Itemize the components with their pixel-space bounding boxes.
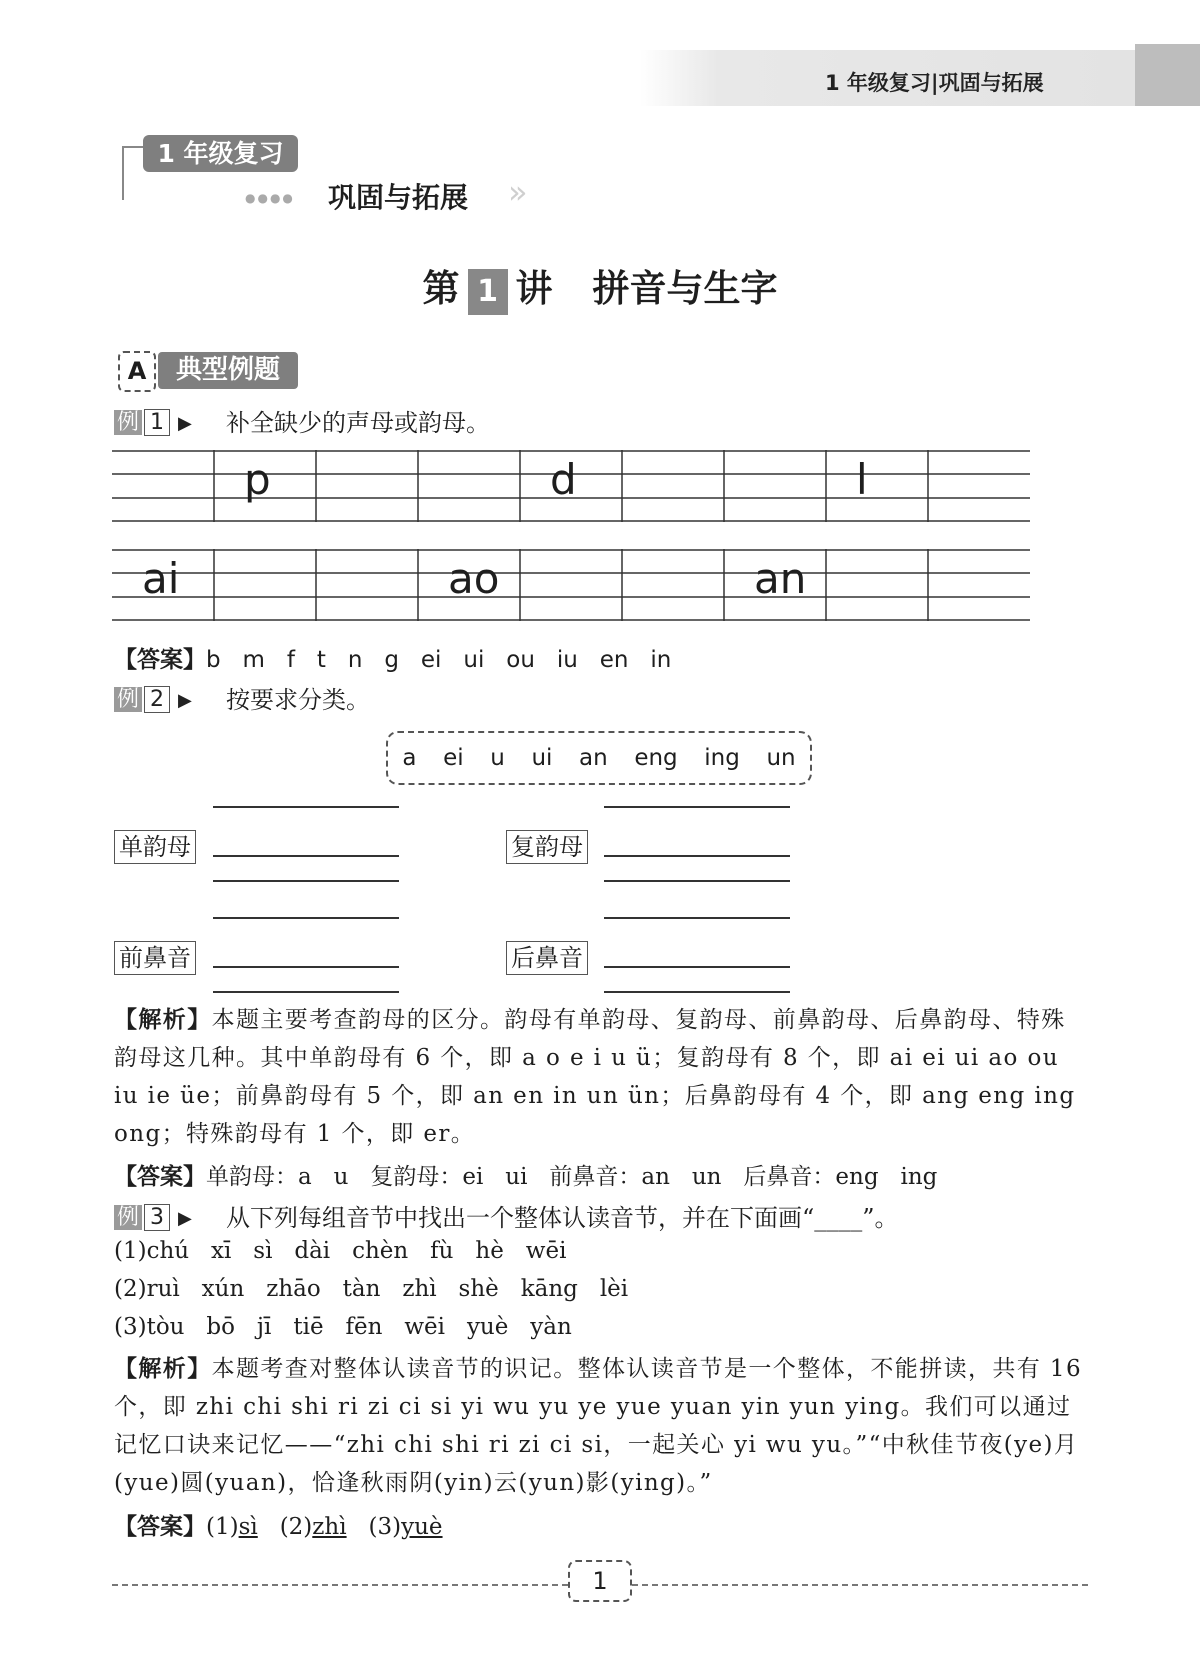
analysis-label: 【解析】 (114, 1006, 212, 1033)
example-3-answer (114, 1508, 443, 1541)
grid-cell[interactable] (958, 549, 1060, 621)
syllable-pool: a ei u ui an eng ing un (386, 731, 812, 785)
example-tag-word: 例 (114, 687, 142, 712)
badge-dots-decoration: ●●●● (245, 191, 295, 205)
write-line[interactable] (213, 917, 399, 919)
write-line[interactable] (213, 855, 399, 857)
category-back-nasal: 后鼻音 (506, 941, 588, 975)
lecture-number: 1 (468, 269, 508, 315)
write-line[interactable] (604, 991, 790, 993)
example-1-tag (114, 405, 192, 436)
chapter-subtitle: 巩固与拓展 (328, 181, 469, 214)
example-2-analysis (114, 1001, 1086, 1153)
grid-cell[interactable] (244, 549, 346, 621)
example-3-question: 从下列每组音节中找出一个整体认读音节，并在下面画“____”。 (226, 1204, 899, 1232)
lecture-title (0, 258, 1200, 315)
example-tag-word: 例 (114, 1205, 142, 1230)
grid-cell: ai (142, 554, 180, 603)
example-3-analysis (114, 1350, 1086, 1502)
answer-label: 【答案】 (114, 1163, 206, 1190)
write-line[interactable] (604, 917, 790, 919)
grid-cell[interactable] (652, 450, 754, 522)
write-line[interactable] (213, 966, 399, 968)
answer-number: (3) (368, 1514, 402, 1540)
section-letter: A (118, 351, 156, 392)
syllable-group-2: (2)ruì xún zhāo tàn zhì shè kāng lèi (114, 1276, 629, 1302)
arrow-right-icon: ▶ (178, 1208, 192, 1229)
category-single-finals: 单韵母 (114, 830, 196, 864)
example-tag-number: 1 (144, 409, 170, 436)
answer-underlined: zhì (312, 1514, 347, 1540)
answer-underlined: sì (238, 1514, 258, 1540)
grid-cell[interactable] (754, 450, 856, 522)
arrow-right-icon: ▶ (178, 413, 192, 434)
example-3-tag (114, 1200, 192, 1231)
analysis-text: 本题考查对整体认读音节的识记。整体认读音节是一个整体，不能拼读，共有 16 个，即 zhi chi shi ri zi ci si yi wu yu ye yue yuan yin yun ying。我们可以通过记忆口诀来记忆——“zhi chi shi ri zi ci si，一起关心 yi wu yu。”“中秋佳节夜(ye)月(yue)圆(yuan)，恰逢秋雨阴(yin)云(yun)影(ying)。” (114, 1356, 1082, 1496)
example-2-tag (114, 682, 192, 713)
grid-cell: d (550, 455, 577, 504)
example-tag-number: 2 (144, 686, 170, 713)
grid-cell[interactable] (346, 450, 448, 522)
example-tag-number: 3 (144, 1204, 170, 1231)
grid-cell[interactable] (958, 450, 1060, 522)
lecture-prefix: 第 (422, 266, 460, 310)
example-1-question: 补全缺少的声母或韵母。 (226, 409, 490, 437)
answer-label: 【答案】 (114, 1513, 206, 1540)
grid-cell[interactable] (550, 549, 652, 621)
answer-number: (2) (279, 1514, 313, 1540)
answer-text: b m f t n g ei ui ou iu en in (206, 647, 672, 673)
example-tag-word: 例 (114, 410, 142, 435)
example-1-answer (114, 641, 671, 674)
grid-cell[interactable] (856, 549, 958, 621)
write-line[interactable] (604, 966, 790, 968)
syllable-group-1: (1)chú xī sì dài chèn fù hè wēi (114, 1238, 567, 1264)
footer-divider-right (632, 1584, 1088, 1586)
page-number: 1 (568, 1560, 632, 1602)
grid-cell[interactable] (448, 450, 550, 522)
answer-label: 【答案】 (114, 646, 206, 673)
grid-cell[interactable] (346, 549, 448, 621)
answer-number: (1) (206, 1514, 239, 1540)
chapter-badge: 1 年级复习 (143, 135, 298, 172)
running-header-title: 1 年级复习|巩固与拓展 (825, 71, 1044, 95)
example-2-answer (114, 1158, 937, 1191)
grid-cell: ao (448, 554, 500, 603)
syllable-group-3: (3)tòu bō jī tiē fēn wēi yuè yàn (114, 1314, 572, 1340)
header-tab-decoration (1135, 44, 1200, 106)
grid-cell: an (754, 554, 807, 603)
pinyin-grid-row-1 (112, 450, 1030, 522)
grid-cell[interactable] (652, 549, 754, 621)
grid-cell: p (244, 455, 271, 504)
answer-underlined: yuè (401, 1514, 443, 1540)
write-line[interactable] (604, 880, 790, 882)
write-line[interactable] (213, 991, 399, 993)
chevron-icon: » (508, 173, 528, 211)
grid-cell: l (856, 455, 868, 504)
write-line[interactable] (213, 806, 399, 808)
analysis-text: 本题主要考查韵母的区分。韵母有单韵母、复韵母、前鼻韵母、后鼻韵母、特殊韵母这几种。其中单韵母有 6 个，即 a o e i u ü；复韵母有 8 个，即 ai ei ui ao ou iu ie üe；前鼻韵母有 5 个，即 an en in un ün；后鼻韵母有 4 个，即 ang eng ing ong；特殊韵母有 1 个，即 er。 (114, 1007, 1076, 1147)
grid-cell[interactable] (142, 450, 244, 522)
example-2-question: 按要求分类。 (226, 686, 370, 714)
write-line[interactable] (213, 880, 399, 882)
arrow-right-icon: ▶ (178, 690, 192, 711)
pinyin-grid-row-2 (112, 549, 1030, 621)
lecture-topic: 拼音与生字 (592, 266, 778, 310)
footer-divider-left (112, 1584, 568, 1586)
category-compound-finals: 复韵母 (506, 830, 588, 864)
write-line[interactable] (604, 855, 790, 857)
answer-text: 单韵母：a u 复韵母：ei ui 前鼻音：an un 后鼻音：eng ing (206, 1164, 938, 1190)
write-line[interactable] (604, 806, 790, 808)
category-front-nasal: 前鼻音 (114, 941, 196, 975)
analysis-label: 【解析】 (114, 1355, 212, 1382)
section-label: 典型例题 (158, 352, 298, 389)
lecture-suffix: 讲 (515, 266, 553, 310)
